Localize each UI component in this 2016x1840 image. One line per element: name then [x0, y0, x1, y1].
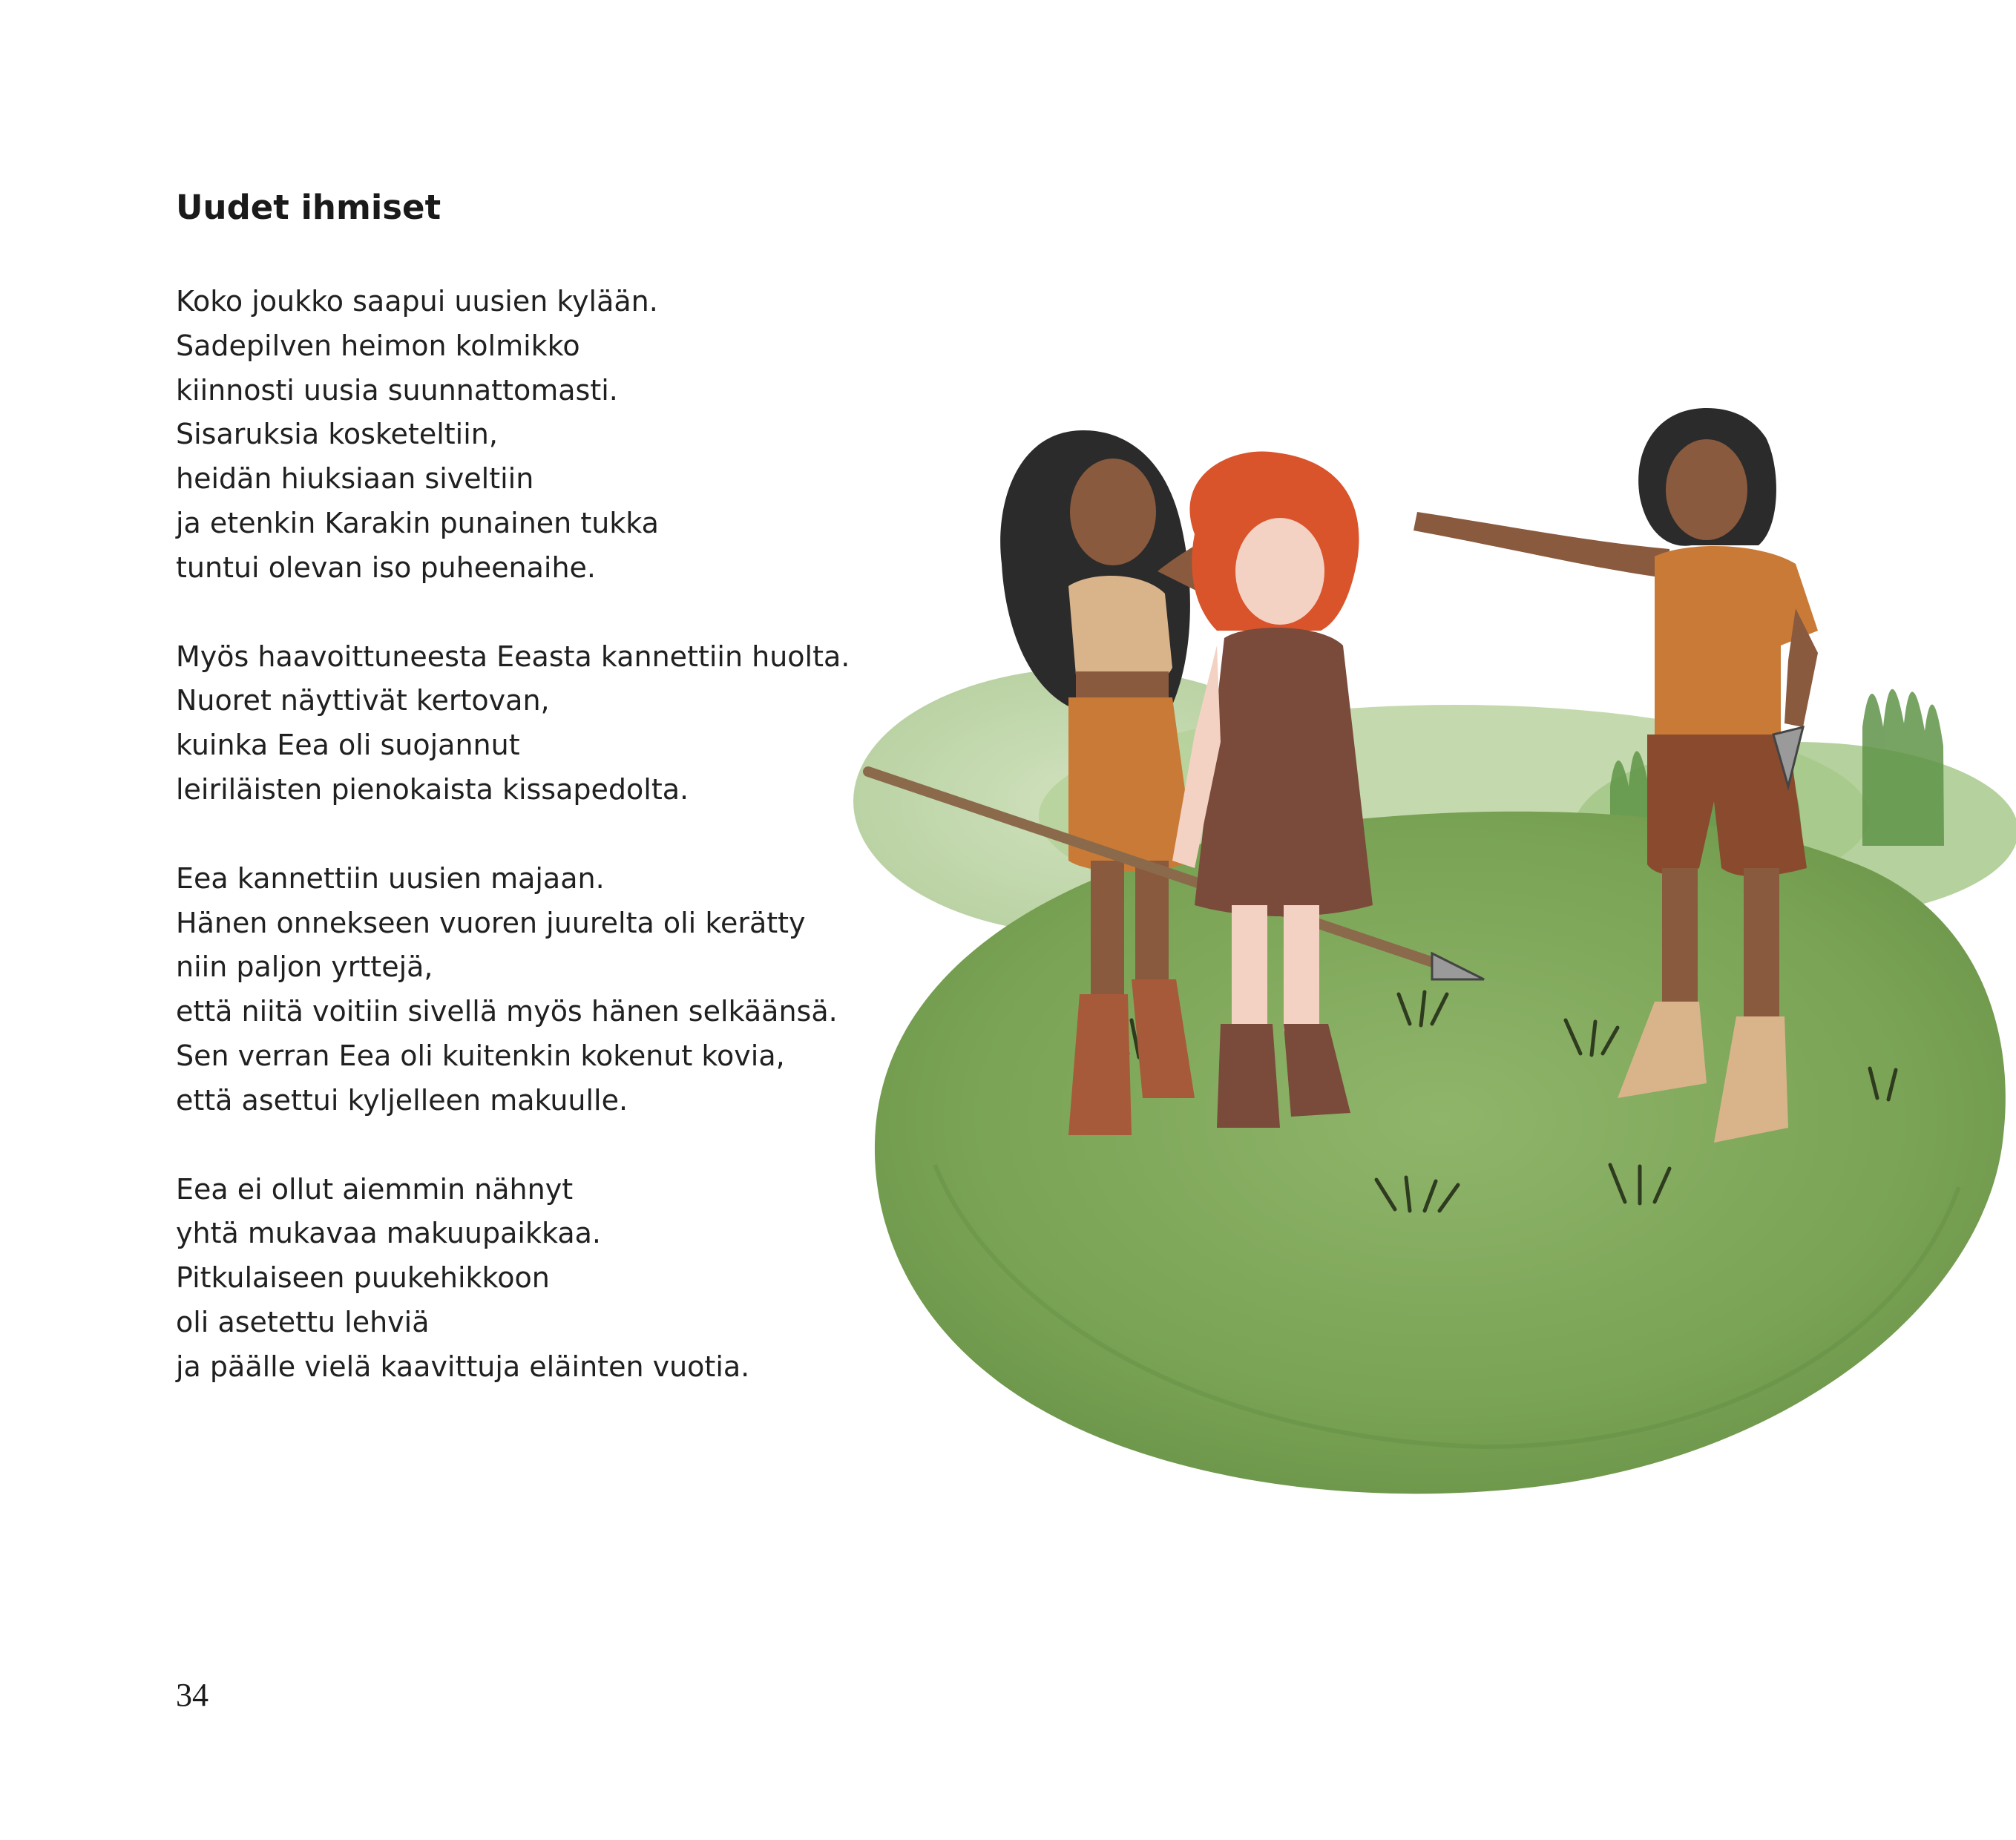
text-line: yhtä mukavaa makuupaikkaa.	[176, 1217, 601, 1250]
text-line: kuinka Eea oli suojannut	[176, 729, 520, 762]
text-line: heidän hiuksiaan siveltiin	[176, 462, 534, 496]
text-line: Pitkulaiseen puukehikkoon	[176, 1261, 550, 1295]
text-line: että niitä voitiin sivellä myös hänen selkäänsä.	[176, 995, 838, 1028]
illustration-children-on-meadow	[846, 386, 2016, 1528]
grass-mound	[875, 812, 2006, 1494]
text-line: Eea ei ollut aiemmin nähnyt	[176, 1172, 574, 1206]
text-line: niin paljon yrttejä,	[176, 950, 433, 984]
text-line: Eea kannettiin uusien majaan.	[176, 861, 605, 895]
text-line: Sadepilven heimon kolmikko	[176, 329, 580, 362]
text-line: leiriläisten pienokaista kissapedolta.	[176, 772, 689, 806]
text-line: tuntui olevan iso puheenaihe.	[176, 551, 597, 584]
text-line: Koko joukko saapui uusien kylään.	[176, 285, 658, 318]
text-line: Hänen onnekseen vuoren juurelta oli kerätty	[176, 906, 806, 939]
stanza-3	[176, 857, 918, 1123]
text-line: että asettui kyljelleen makuulle.	[176, 1083, 628, 1117]
chapter-title: Uudet ihmiset	[176, 188, 441, 227]
stanza-1	[176, 280, 918, 591]
stanza-4	[176, 1168, 918, 1390]
stanza-2	[176, 635, 918, 812]
text-line: Nuoret näyttivät kertovan,	[176, 684, 550, 717]
text-line: oli asetettu lehviä	[176, 1305, 430, 1338]
text-line: Sen verran Eea oli kuitenkin kokenut kovia,	[176, 1039, 785, 1072]
text-line: Sisaruksia kosketeltiin,	[176, 418, 498, 451]
poem-text	[176, 280, 918, 1434]
text-line: ja etenkin Karakin punainen tukka	[176, 506, 659, 539]
text-line: ja päälle vielä kaavittuja eläinten vuotia.	[176, 1350, 750, 1383]
page-number: 34	[176, 1677, 209, 1713]
text-line: kiinnosti uusia suunnattomasti.	[176, 373, 618, 407]
text-line: Myös haavoittuneesta Eeasta kannettiin huolta.	[176, 640, 850, 673]
